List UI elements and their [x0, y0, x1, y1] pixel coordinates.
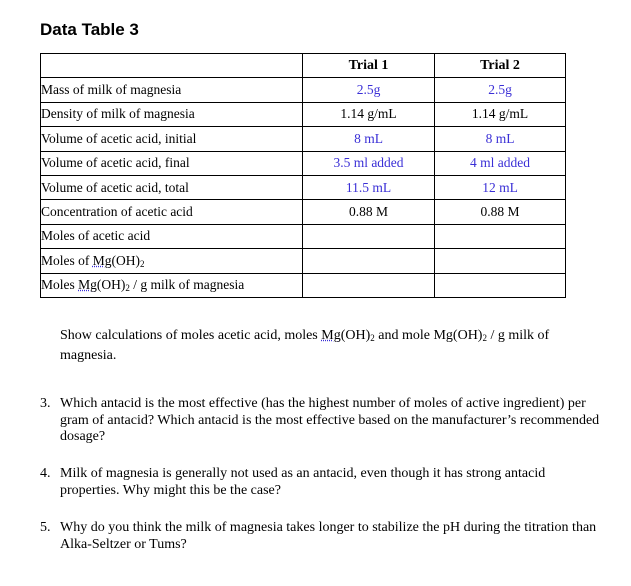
label-prefix: Moles of [41, 252, 93, 268]
row-label: Volume of acetic acid, final [41, 151, 303, 175]
label-oh: (OH) [96, 277, 126, 293]
trial-2-value: 2.5g [435, 78, 566, 102]
data-table [40, 53, 566, 298]
table-row [41, 224, 566, 248]
row-label: Mass of milk of magnesia [41, 78, 303, 102]
label-subscript: 2 [125, 283, 130, 294]
question-number: 4. [40, 466, 51, 481]
table-row [41, 127, 566, 151]
question-text: Which antacid is the most effective (has the highest number of moles of active ingredient) per gram of antacid? Which antacid is the most effective based on the manufacturer’s recommended dosage? [60, 396, 600, 444]
trial-2-value [435, 249, 566, 273]
trial-1-value: 11.5 mL [303, 175, 435, 199]
label-prefix: Moles [41, 277, 79, 293]
trial-1-value: 0.88 M [303, 200, 435, 224]
question-text: Milk of magnesia is generally not used as an antacid, even though it has strong antacid properties. Why might this be the case? [60, 466, 546, 498]
trial-1-value [303, 273, 435, 297]
calculation-instructions [60, 327, 580, 364]
question-item [40, 466, 600, 499]
trial-1-value: 8 mL [303, 127, 435, 151]
trial-1-value: 1.14 g/mL [303, 102, 435, 126]
header-trial-2: Trial 2 [435, 54, 566, 78]
table-header-row [41, 54, 566, 78]
trial-1-value: 3.5 ml added [303, 151, 435, 175]
trial-1-value [303, 249, 435, 273]
calc-text-2: and mole Mg(OH) [374, 328, 483, 343]
calc-text-3: / g milk of magnesia. [60, 328, 550, 363]
trial-2-value: 8 mL [435, 127, 566, 151]
label-subscript: 2 [140, 258, 145, 269]
table-row [41, 273, 566, 297]
question-item [40, 396, 600, 446]
question-number: 3. [40, 396, 51, 411]
trial-2-value [435, 273, 566, 297]
row-label-moles-per-gram [41, 273, 303, 297]
row-label: Density of milk of magnesia [41, 102, 303, 126]
label-oh: (OH) [111, 252, 141, 268]
question-number: 5. [40, 520, 51, 535]
table-row [41, 102, 566, 126]
label-mg: Mg [92, 252, 112, 268]
trial-2-value: 12 mL [435, 175, 566, 199]
row-label: Concentration of acetic acid [41, 200, 303, 224]
table-row [41, 200, 566, 224]
table-row [41, 78, 566, 102]
table-row [41, 249, 566, 273]
header-trial-1: Trial 1 [303, 54, 435, 78]
label-suffix: / g milk of magnesia [129, 277, 245, 293]
trial-2-value: 0.88 M [435, 200, 566, 224]
trial-2-value: 1.14 g/mL [435, 102, 566, 126]
calc-subscript-1: 2 [370, 333, 375, 343]
trial-1-value: 2.5g [303, 78, 435, 102]
trial-1-value [303, 224, 435, 248]
trial-2-value [435, 224, 566, 248]
table-row [41, 151, 566, 175]
row-label-moles-mgoh2 [41, 249, 303, 273]
question-item [40, 520, 600, 553]
calc-oh: (OH) [340, 328, 371, 343]
row-label: Volume of acetic acid, initial [41, 127, 303, 151]
calc-text-1: Show calculations of moles acetic acid, moles [60, 328, 322, 343]
trial-2-value: 4 ml added [435, 151, 566, 175]
row-label: Moles of acetic acid [41, 224, 303, 248]
page-title: Data Table 3 [40, 20, 139, 39]
table-row [41, 175, 566, 199]
row-label: Volume of acetic acid, total [41, 175, 303, 199]
header-blank [41, 54, 303, 78]
question-text: Why do you think the milk of magnesia takes longer to stabilize the pH during the titration than Alka-Seltzer or Tums? [60, 520, 597, 552]
calc-mg: Mg [321, 328, 341, 343]
label-mg: Mg [78, 277, 97, 293]
calc-subscript-2: 2 [482, 333, 487, 343]
